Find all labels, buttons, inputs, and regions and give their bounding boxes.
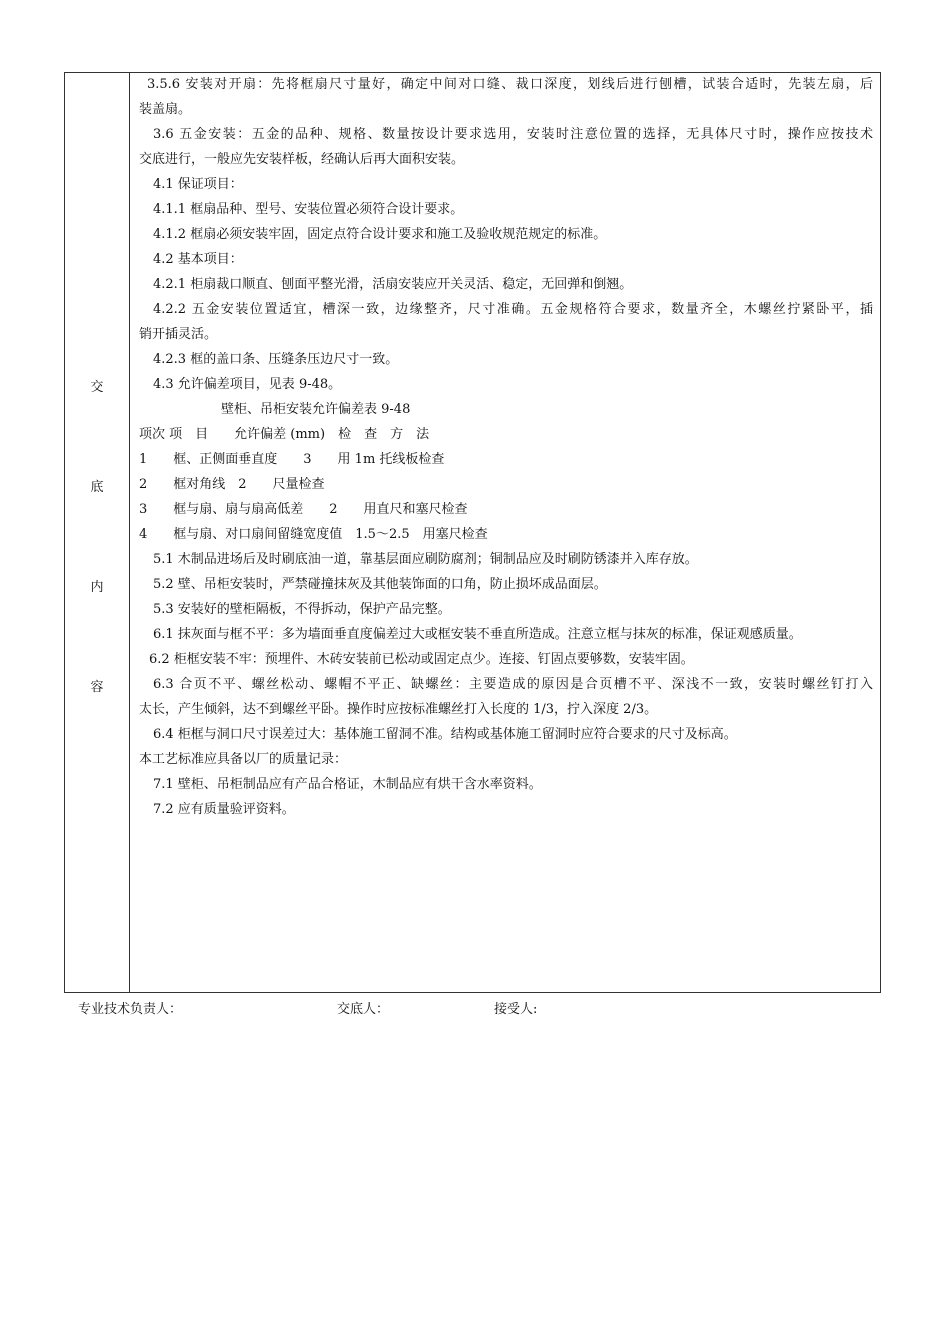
text-line: 4.1.2 框扇必须安装牢固，固定点符合设计要求和施工及验收规范规定的标准。 — [153, 227, 607, 242]
side-label-char: 底 — [90, 480, 104, 495]
side-label-char: 容 — [90, 680, 104, 695]
text-line: 5.3 安装好的壁柜隔板，不得拆动，保护产品完整。 — [153, 602, 451, 617]
text-line: 6.4 柜框与洞口尺寸误差过大：基体施工留洞不准。结构或基体施工留洞时应符合要求的尺寸及标高。 — [153, 727, 737, 742]
text-line: 7.1 壁柜、吊柜制品应有产品合格证，木制品应有烘干含水率资料。 — [153, 777, 542, 792]
receiver-signature-label: 接受人: — [494, 1002, 538, 1017]
discloser-signature-label: 交底人： — [337, 1002, 390, 1017]
text-line: 4.2.2 五金安装位置适宜，槽深一致，边缘整齐，尺寸准确。五金规格符合要求，数量齐全，木螺丝拧紧卧平，插 — [153, 302, 873, 317]
table-row: 4 框与扇、对口扇间留缝宽度值 1.5～2.5 用塞尺检查 — [139, 527, 488, 542]
side-label-char: 内 — [90, 580, 104, 595]
text-line: 7.2 应有质量验评资料。 — [153, 802, 295, 817]
text-line: 4.1 保证项目： — [153, 177, 243, 192]
table-row: 2 框对角线 2 尺量检查 — [139, 477, 325, 492]
table-row: 3 框与扇、扇与扇高低差 2 用直尺和塞尺检查 — [139, 502, 468, 517]
text-line: 4.2.3 框的盖口条、压缝条压边尺寸一致。 — [153, 352, 399, 367]
side-label-column — [65, 73, 130, 992]
side-label-char: 交 — [90, 380, 104, 395]
table-header: 项次 项 目 允许偏差 (mm) 检 查 方 法 — [139, 427, 430, 442]
text-line: 本工艺标准应具备以厂的质量记录： — [139, 752, 348, 767]
text-line: 5.1 木制品进场后及时刷底油一道，靠基层面应刷防腐剂；铜制品应及时刷防锈漆并入库存放。 — [153, 552, 698, 567]
text-line: 5.2 壁、吊柜安装时，严禁碰撞抹灰及其他装饰面的口角，防止损坏成品面层。 — [153, 577, 607, 592]
text-line: 6.1 抹灰面与框不平：多为墙面垂直度偏差过大或框安装不垂直所造成。注意立框与抹灰的标准，保证观感质量。 — [153, 627, 802, 642]
disclosure-table — [64, 72, 881, 993]
text-line: 6.3 合页不平、螺丝松动、螺帽不平正、缺螺丝：主要造成的原因是合页槽不平、深浅不一致，安装时螺丝钉打入 — [153, 677, 873, 692]
tech-lead-signature-label: 专业技术负责人： — [78, 1002, 183, 1017]
text-line: 装盖扇。 — [139, 102, 192, 117]
text-line: 4.1.1 框扇品种、型号、安装位置必须符合设计要求。 — [153, 202, 464, 217]
text-line: 4.2 基本项目： — [153, 252, 243, 267]
text-line: 4.2.1 柜扇裁口顺直、刨面平整光滑，活扇安装应开关灵活、稳定，无回弹和倒翘。 — [153, 277, 633, 292]
text-line: 交底进行，一般应先安装样板，经确认后再大面积安装。 — [139, 152, 465, 167]
text-line: 3.6 五金安装：五金的品种、规格、数量按设计要求选用，安装时注意位置的选择，无具体尺寸时，操作应按技术 — [153, 127, 873, 142]
text-line: 销开插灵活。 — [139, 327, 218, 342]
text-line: 6.2 柜框安装不牢：预埋件、木砖安装前已松动或固定点少。连接、钉固点要够数，安装牢固。 — [149, 652, 694, 667]
text-line: 3.5.6 安装对开扇：先将框扇尺寸量好，确定中间对口缝、裁口深度，划线后进行刨槽，试装合适时，先装左扇，后 — [147, 77, 873, 92]
text-line: 4.3 允许偏差项目，见表 9-48。 — [153, 377, 342, 392]
table-caption: 壁柜、吊柜安装允许偏差表 9-48 — [221, 402, 411, 417]
text-line: 太长，产生倾斜，达不到螺丝平卧。操作时应按标准螺丝打入长度的 1/3，拧入深度 2/3。 — [139, 702, 658, 717]
table-row: 1 框、正侧面垂直度 3 用 1m 托线板检查 — [139, 452, 445, 467]
